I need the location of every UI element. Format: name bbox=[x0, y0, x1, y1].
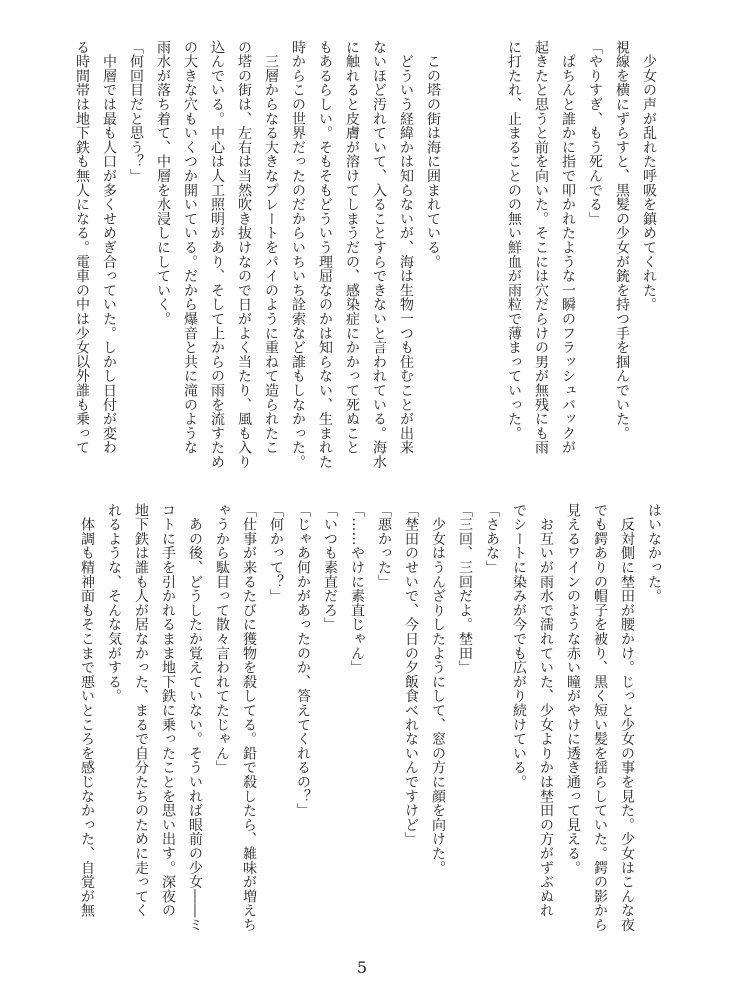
text-line: ないほど汚れていて、入ることすらできないと言われている。海水 bbox=[371, 40, 387, 469]
text-line: 反対側に埜田が腰かけ。じっと少女の事を見た。少女はこんな夜 bbox=[619, 503, 635, 932]
text-line: 「さあな」 bbox=[484, 503, 500, 575]
text-line: 「やりすぎ、もう死んでる」 bbox=[587, 40, 603, 226]
text-line: でシートに染みが今でも広がり続けている。 bbox=[511, 503, 527, 789]
text-line: あの後、どうしたか覚えていない。そういれば眼前の少女――ミ bbox=[187, 503, 203, 932]
text-line: 「埜田のせいで、今日の夕飯食べれないんですけど」 bbox=[403, 503, 419, 847]
text-line: ゃうから駄目って散々言われてたじゃん」 bbox=[214, 503, 230, 775]
lower-text-block bbox=[73, 503, 667, 933]
text-line: 地下鉄は誰も人が居なかった、まるで自分たちのために走ってく bbox=[133, 503, 149, 918]
text-line: 雨水が落ち着て、中層を水浸しにしていく。 bbox=[155, 40, 171, 326]
text-line: 三層からなる大きなプレートをパイのように重ねて造られたこ bbox=[263, 40, 279, 455]
text-line: 起きたと思うと前を向いた。そこには穴だらけの男が無残にも雨 bbox=[533, 40, 549, 455]
text-line: 時からこの世界だったのだからいちいち詮索など誰もしなかった。 bbox=[290, 40, 306, 469]
text-line: 「何回目だと思う？」 bbox=[128, 40, 144, 183]
blank-line bbox=[473, 40, 500, 470]
text-line: どういう経緯かは知らないが、海は生物一つも住むことが出来 bbox=[398, 40, 414, 455]
text-line: 「何かって？」 bbox=[268, 503, 284, 604]
text-line: 「いつも素直だろ」 bbox=[322, 503, 338, 632]
text-line: の塔の街は、左右は当然吹き抜けなので日がよく当たり、風も入り bbox=[236, 40, 252, 469]
text-line: れるような、そんな気がする。 bbox=[106, 503, 122, 704]
text-line: ぱちんと誰かに指で叩かれたような一瞬のフラッシュバックが bbox=[560, 40, 576, 455]
text-line: る時間帯は地下鉄も無人になる。電車の中は少女以外誰も乗って bbox=[74, 40, 90, 455]
text-line: 「仕事が来るたびに獲物を殺してる。鉛で殺したら、雑味が増えち bbox=[241, 503, 257, 932]
text-line: 「三回、三回だよ。埜田」 bbox=[457, 503, 473, 675]
text-line: 少女の声が乱れた呼吸を鎮めてくれた。 bbox=[641, 40, 657, 312]
text-line: お互いが雨水で濡れていた、少女よりかは埜田の方がずぶぬれ bbox=[538, 503, 554, 918]
page-number: 5 bbox=[356, 958, 368, 977]
text-line: 「……やけに素直じゃん」 bbox=[349, 503, 365, 675]
text-line: に触れると皮膚が溶けてしまうだの、感染症にかかって死ぬこと bbox=[344, 40, 360, 455]
blank-line bbox=[446, 40, 473, 470]
text-line: 見えるワインのような赤い瞳がやけに透き通って見える。 bbox=[565, 503, 581, 875]
text-line: 視線を横にずらすと、黒髪の少女が銃を持つ手を掴んでいた。 bbox=[614, 40, 630, 441]
text-line: の大きな穴もいくつか開いている。だから爆音と共に滝のような bbox=[182, 40, 198, 455]
text-line: もあるらしい。そもそもどういう理屈なのかは知らない、生まれた bbox=[317, 40, 333, 469]
text-line: 「悪かった」 bbox=[376, 503, 392, 589]
text-line: 「じゃあ何かがあったのか、答えてくれるの？」 bbox=[295, 503, 311, 818]
text-line: 体調も精神面もそこまで悪いところを感じなかった、自覚が無 bbox=[79, 503, 95, 918]
text-line: 込んでいる。中心は人工照明があり、そして上からの雨を流すため bbox=[209, 40, 225, 469]
text-line: でも鍔ありの帽子を被り、黒く短い髪を揺らしていた。鍔の影から bbox=[592, 503, 608, 932]
text-line: 少女はうんざりしたようにして、窓の方に顔を向けた。 bbox=[430, 503, 446, 875]
text-line: に打たれ、止まることのの無い鮮血が雨粒で薄まっていった。 bbox=[506, 40, 522, 441]
text-line: この塔の街は海に囲まれている。 bbox=[425, 40, 441, 269]
text-line: コトに手を引かれるまま地下鉄に乗ったことを思い出す。深夜の bbox=[160, 503, 176, 918]
text-line: はいなかった。 bbox=[646, 503, 662, 604]
upper-text-block bbox=[68, 40, 662, 470]
text-line: 中層では最も人口が多くせめぎ合っていた。しかし日付が変わ bbox=[101, 40, 117, 455]
